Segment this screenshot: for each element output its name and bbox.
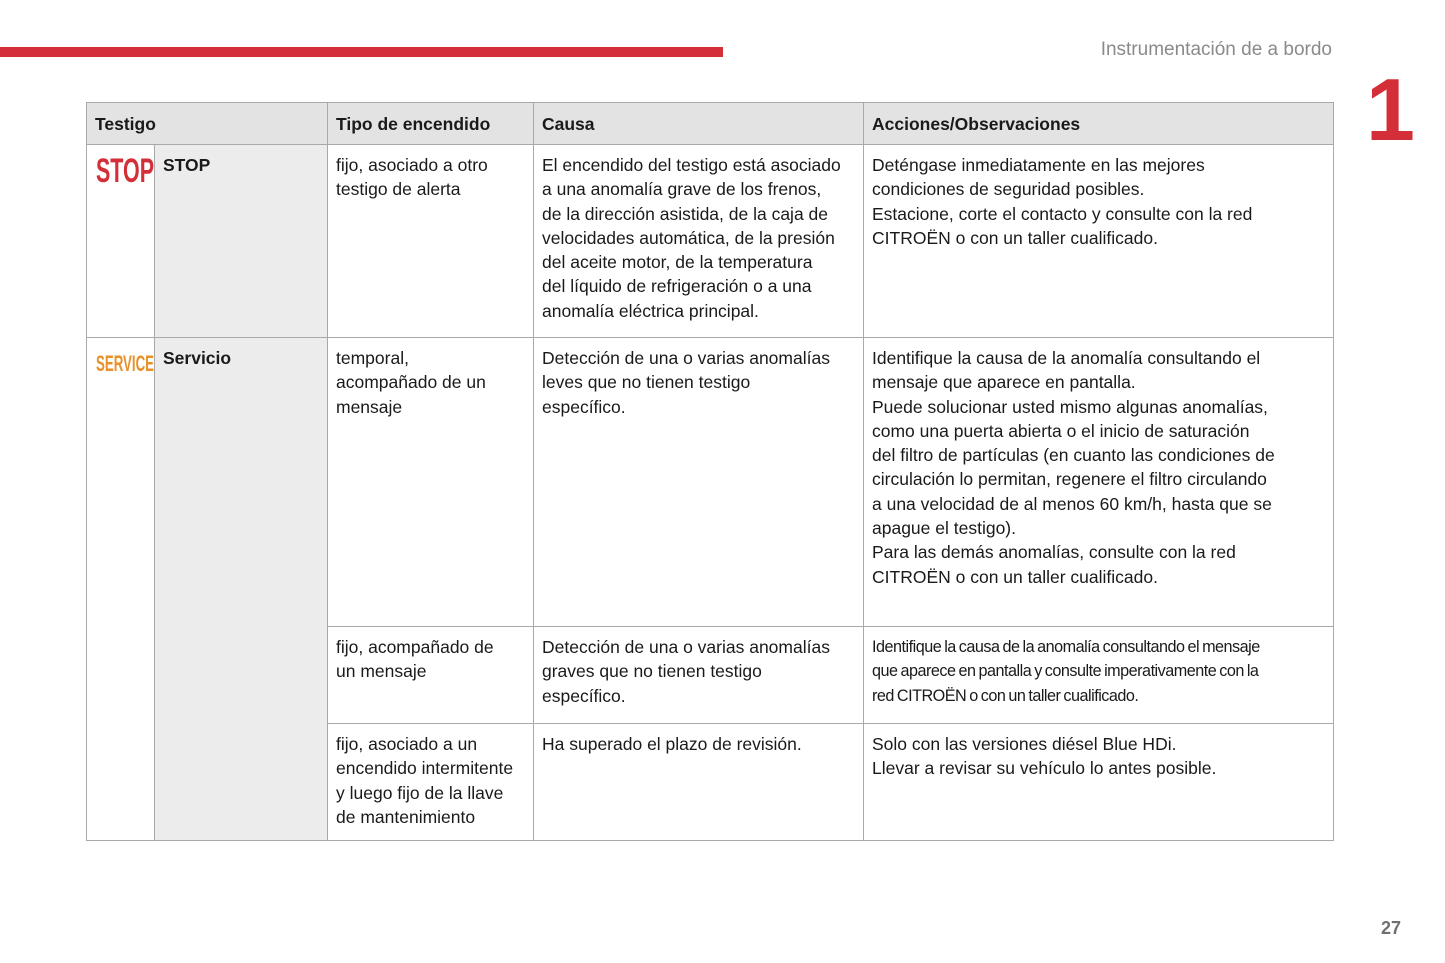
warning-lights-table — [86, 102, 1334, 841]
warning-name-servicio: Servicio — [155, 338, 328, 841]
acciones-cell: Solo con las versiones diésel Blue HDi. Llevar a revisar su vehículo lo antes posible. — [864, 724, 1334, 841]
acciones-cell: Identifique la causa de la anomalía consultando el mensaje que aparece en pantalla. Puede solucionar usted mismo algunas anomalías, como una puerta abierta o el inicio de saturación del filtro de partículas (en cuanto las condiciones de circulación lo permitan, regenere el filtro circulando a una velocidad de al menos 60 km/h, hasta que se apague el testigo). Para las demás anomalías, consulte con la red CITROËN o con un taller cualificado. — [864, 338, 1334, 627]
stop-warning-icon — [95, 153, 155, 187]
warning-name-stop: STOP — [155, 145, 328, 338]
causa-cell: El encendido del testigo está asociado a una anomalía grave de los frenos, de la dirección asistida, de la caja de velocidades automática, de la presión del aceite motor, de la temperatura del líquido de refrigeración o a una anomalía eléctrica principal. — [534, 145, 864, 338]
tipo-encendido-cell: temporal, acompañado de un mensaje — [328, 338, 534, 627]
service-icon-label: SERVICE — [96, 351, 154, 375]
tipo-encendido-cell: fijo, asociado a otro testigo de alerta — [328, 145, 534, 338]
section-title: Instrumentación de a bordo — [1100, 39, 1332, 60]
table-header-row — [87, 103, 1334, 145]
acciones-cell: Deténgase inmediatamente en las mejores condiciones de seguridad posibles. Estacione, corte el contacto y consulte con la red CITROËN o con un taller cualificado. — [864, 145, 1334, 338]
column-header-causa: Causa — [534, 103, 864, 145]
column-header-tipo: Tipo de encendido — [328, 103, 534, 145]
table-row — [87, 145, 1334, 338]
header-accent-bar — [0, 47, 723, 57]
column-header-testigo: Testigo — [87, 103, 328, 145]
causa-cell: Ha superado el plazo de revisión. — [534, 724, 864, 841]
service-icon-cell — [87, 338, 155, 841]
causa-cell: Detección de una o varias anomalías graves que no tienen testigo específico. — [534, 627, 864, 724]
column-header-acciones: Acciones/Observaciones — [864, 103, 1334, 145]
stop-icon-cell — [87, 145, 155, 338]
causa-cell: Detección de una o varias anomalías leves que no tienen testigo específico. — [534, 338, 864, 627]
page-number: 27 — [1381, 918, 1402, 938]
tipo-encendido-cell: fijo, asociado a un encendido intermitente y luego fijo de la llave de mantenimiento — [328, 724, 534, 841]
tipo-encendido-cell: fijo, acompañado de un mensaje — [328, 627, 534, 724]
table-row — [87, 338, 1334, 627]
stop-icon-label: STOP — [96, 153, 154, 187]
acciones-cell: Identifique la causa de la anomalía consultando el mensaje que aparece en pantalla y consulte imperativamente con la red CITROËN o con un taller cualificado. — [864, 627, 1334, 724]
service-warning-icon — [95, 351, 157, 375]
chapter-number: 1 — [1366, 60, 1415, 159]
